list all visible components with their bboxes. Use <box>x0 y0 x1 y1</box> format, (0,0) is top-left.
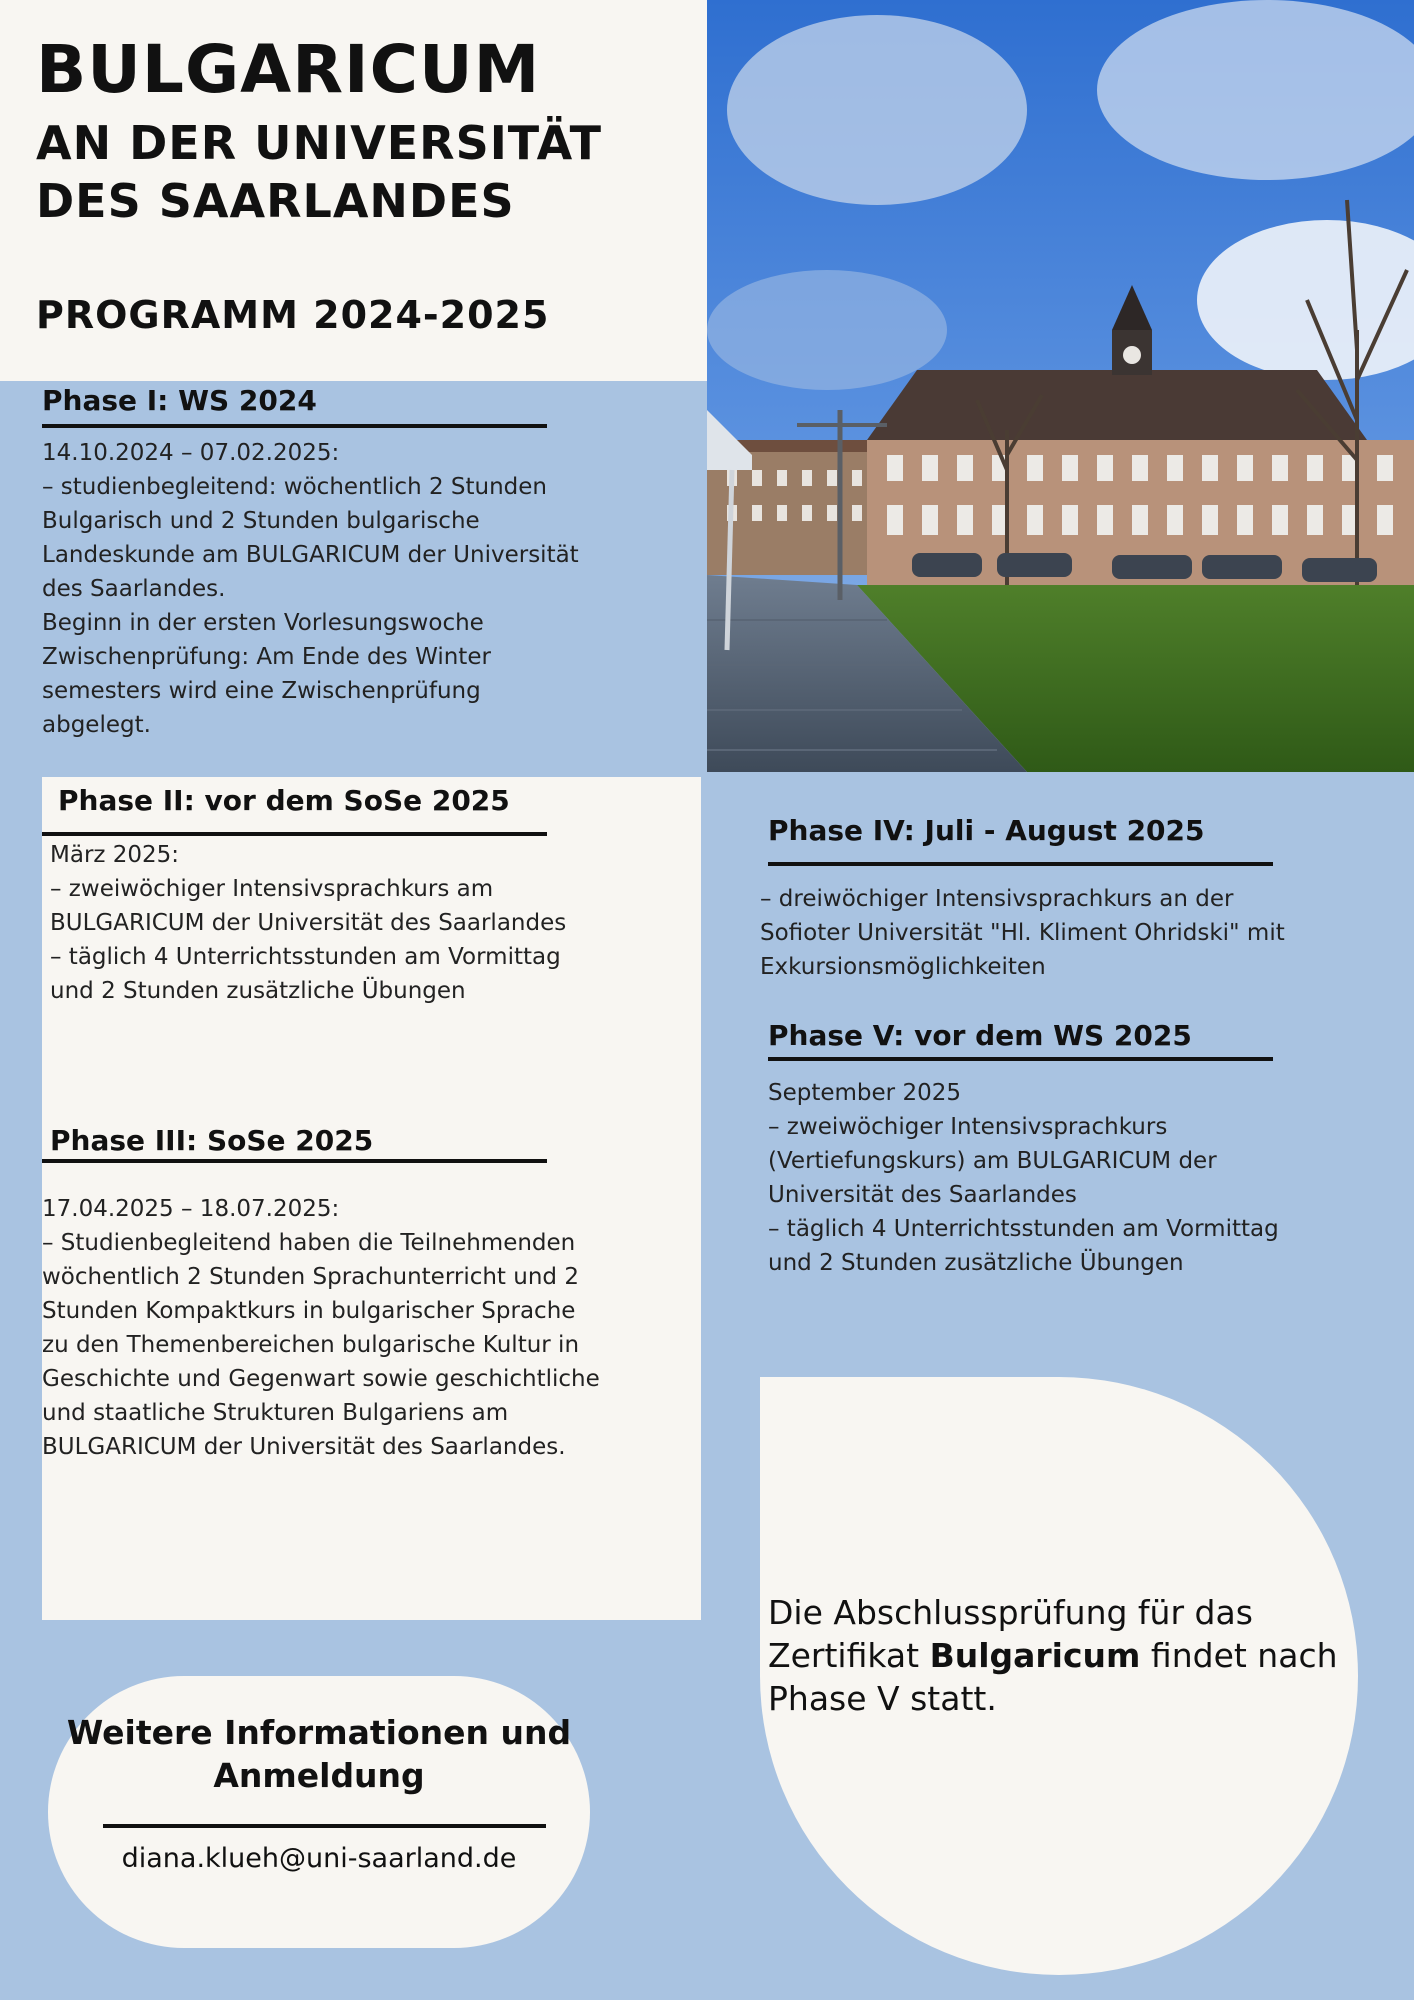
phase-4-divider <box>768 862 1273 866</box>
page-title: BULGARICUM <box>36 31 541 108</box>
info-divider <box>103 1824 546 1828</box>
final-exam-text-2: findet nach Phase V statt. <box>768 1636 1338 1718</box>
phase-2-text: März 2025: – zweiwöchiger Intensivsprachkurs am BULGARICUM der Universität des Saarlandes – täglich 4 Unterrichtsstunden am Vormittag und 2 Stunden zusätzliche Übungen <box>50 842 567 1004</box>
phase-2-divider <box>42 832 547 836</box>
phase-3-divider <box>42 1159 547 1163</box>
phase-3-heading: Phase III: SoSe 2025 <box>50 1124 374 1157</box>
phase-5-text: September 2025 – zweiwöchiger Intensivsprachkurs (Vertiefungskurs) am BULGARICUM der Universität des Saarlandes – täglich 4 Unterrichtsstunden am Vormittag und 2 Stunden zusätzliche Übungen <box>768 1080 1279 1276</box>
final-exam-text-1: Die Abschlussprüfung für das Zertifikat <box>768 1593 1253 1675</box>
phase-5-divider <box>768 1057 1273 1061</box>
phase-4-text: – dreiwöchiger Intensivsprachkurs an der Sofioter Universität "Hl. Kliment Ohridski" mit Exkursionsmöglichkeiten <box>760 886 1285 980</box>
phase-3-text: 17.04.2025 – 18.07.2025: – Studienbegleitend haben die Teilnehmenden wöchentlich 2 Stunden Sprachunterricht und 2 Stunden Kompaktkurs in bulgarischer Sprache zu den Themenbereichen bulgarische Kultur in Geschichte und Gegenwart sowie geschichtliche und staatliche Strukturen Bulgariens am BULGARICUM der Universität des Saarlandes. <box>42 1196 600 1460</box>
phase-1-text: 14.10.2024 – 07.02.2025: – studienbegleitend: wöchentlich 2 Stunden Bulgarisch und 2 Stunden bulgarische Landeskunde am BULGARICUM der Universität des Saarlandes. Beginn in der ersten Vorlesungswoche Zwischenprüfung: Am Ende des Winter semesters wird eine Zwischenprüfung abgelegt. <box>42 440 579 738</box>
phase-1-divider <box>42 424 547 428</box>
final-exam-note <box>768 1591 1348 1720</box>
certificate-name: Bulgaricum <box>929 1636 1141 1675</box>
university-building-photo <box>707 0 1414 772</box>
page-subtitle: AN DER UNIVERSITÄT DES SAARLANDES <box>36 116 603 228</box>
info-title: Weitere Informationen und Anmeldung <box>66 1713 572 1795</box>
program-title: PROGRAMM 2024-2025 <box>36 293 550 337</box>
phase-1-heading: Phase I: WS 2024 <box>42 384 317 417</box>
phase-4-heading: Phase IV: Juli - August 2025 <box>768 814 1205 847</box>
phase-2-heading: Phase II: vor dem SoSe 2025 <box>58 784 510 817</box>
contact-email-link[interactable]: diana.klueh@uni-saarland.de <box>121 1843 517 1874</box>
phase-5-heading: Phase V: vor dem WS 2025 <box>768 1019 1192 1052</box>
